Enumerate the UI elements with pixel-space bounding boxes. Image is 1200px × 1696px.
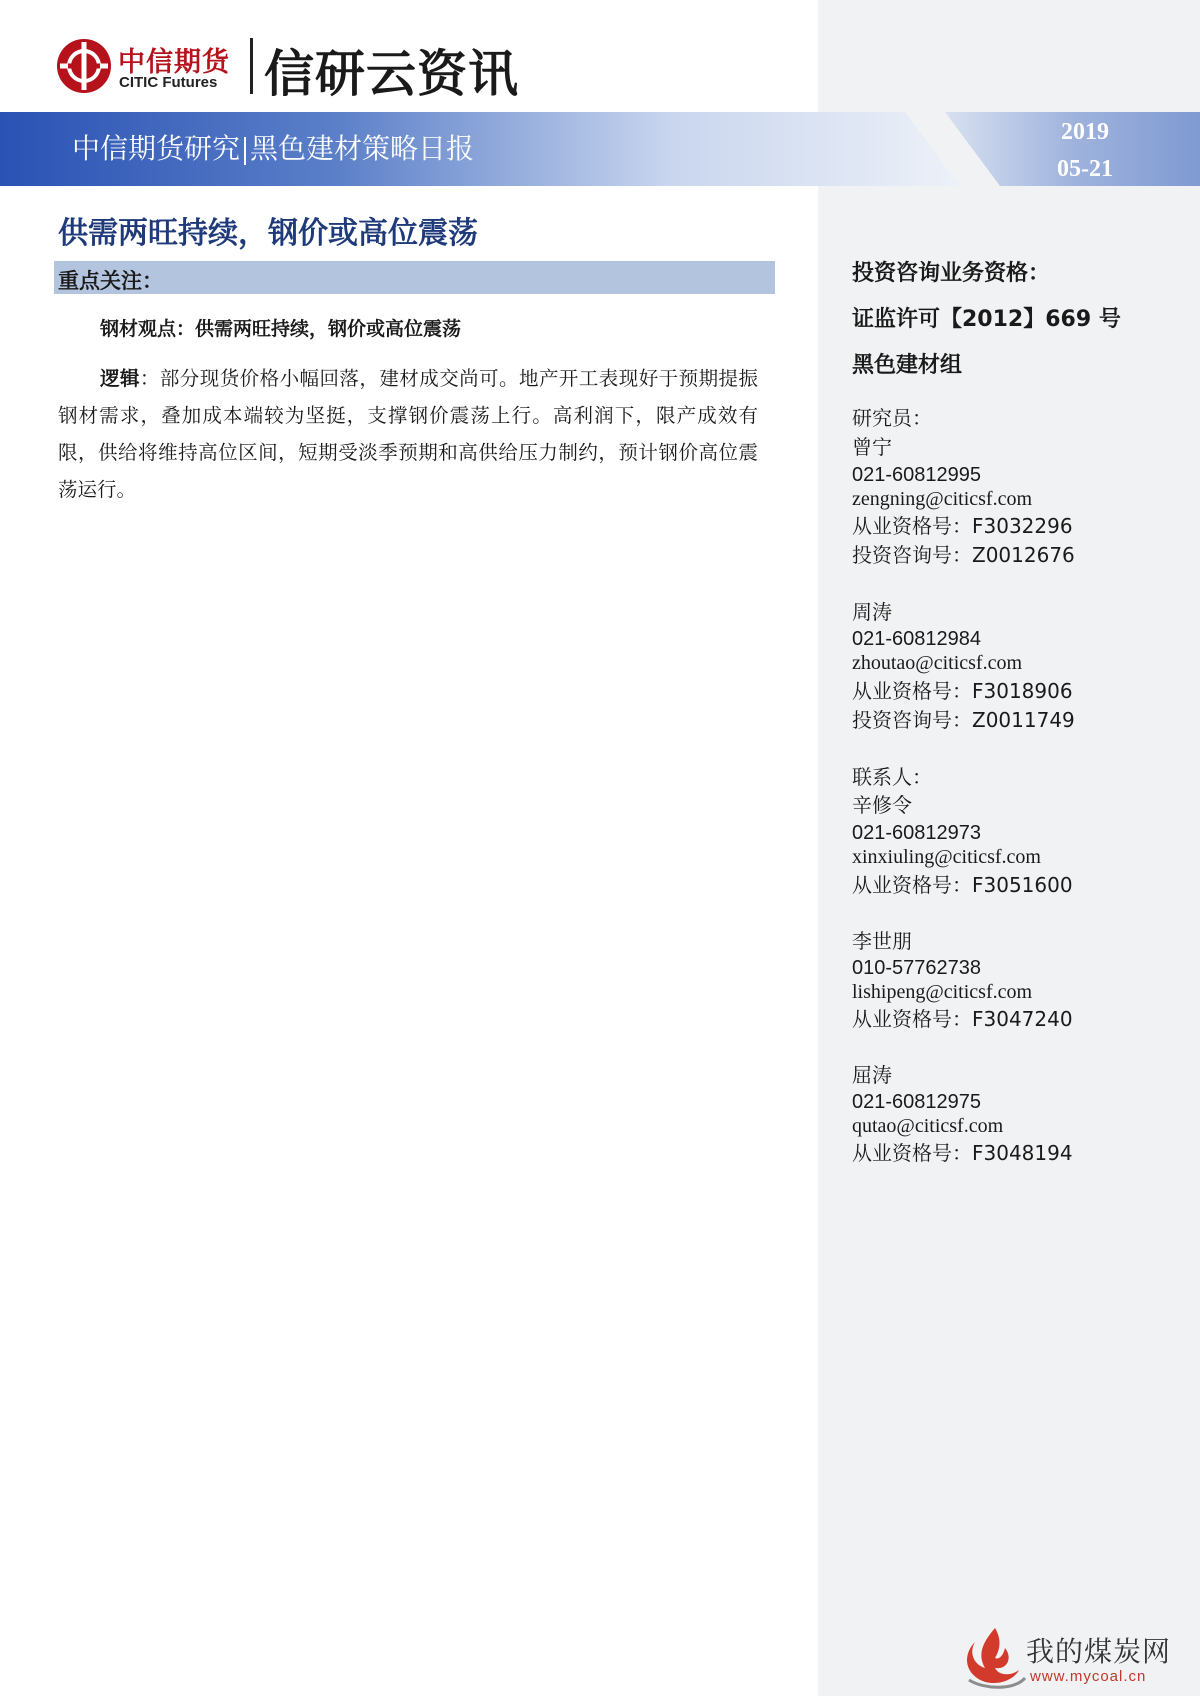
contact-email: lishipeng@citicsf.com [852, 981, 1033, 1003]
license-number: 证监许可【2012】669 号 [852, 307, 1121, 332]
researcher-email: zhoutao@citicsf.com [852, 652, 1023, 674]
researcher-email: zengning@citicsf.com [852, 488, 1033, 510]
contact-cert: 从业资格号：F3047240 [852, 1007, 1073, 1031]
steel-view: 钢材观点：供需两旺持续，钢价或高位震荡 [100, 318, 462, 340]
contact-name: 辛修令 [852, 793, 912, 817]
contact-label: 联系人： [852, 765, 932, 789]
logic-label: 逻辑 [100, 367, 140, 390]
banner-title [72, 127, 474, 167]
logo-company-en: CITIC Futures [119, 74, 218, 91]
brand-title: 信研云资讯 [264, 44, 519, 103]
report-year: 2019 [1061, 119, 1109, 145]
focus-label: 重点关注： [58, 269, 163, 293]
researcher-consult: 投资咨询号：Z0012676 [852, 543, 1075, 567]
contact-name: 屈涛 [852, 1063, 892, 1087]
researcher-consult: 投资咨询号：Z0011749 [852, 708, 1075, 732]
banner-title-right: 黑色建材策略日报 [250, 132, 475, 165]
banner-divider [244, 137, 246, 165]
researcher-phone: 021-60812995 [852, 464, 982, 486]
logo-company-cn: 中信期货 [118, 47, 230, 78]
watermark-text: 我的煤炭网 [1026, 1635, 1172, 1668]
contact-name: 李世朋 [852, 929, 912, 953]
team-name: 黑色建材组 [852, 353, 963, 378]
researcher-cert: 从业资格号：F3018906 [852, 679, 1073, 703]
contact-cert: 从业资格号：F3051600 [852, 873, 1073, 897]
contact-phone: 021-60812973 [852, 822, 982, 844]
contact-phone: 021-60812975 [852, 1091, 982, 1113]
researcher-cert: 从业资格号：F3032296 [852, 514, 1073, 538]
researcher-name: 周涛 [852, 600, 892, 624]
citic-logo-icon [56, 38, 112, 94]
header-logo [56, 36, 536, 103]
logic-paragraph [58, 360, 758, 508]
logo-divider [250, 38, 253, 94]
watermark-url: www.mycoal.cn [1030, 1668, 1147, 1685]
contact-email: xinxiuling@citicsf.com [852, 846, 1041, 868]
contact-email: qutao@citicsf.com [852, 1115, 1004, 1137]
qualification-title: 投资咨询业务资格： [852, 261, 1051, 286]
contact-phone: 010-57762738 [852, 957, 982, 979]
banner-title-left: 中信期货研究 [72, 132, 241, 165]
logic-text: ：部分现货价格小幅回落，建材成交尚可。地产开工表现好于预期提振钢材需求，叠加成本端较为坚挺，支撑钢价震荡上行。高利润下，限产成效有限，供给将维持高位区间，短期受淡季预期和高供给压力制约，预计钢价高位震荡运行。 [58, 367, 758, 501]
researcher-label: 研究员： [852, 406, 932, 430]
report-date [1030, 114, 1140, 188]
contact-cert: 从业资格号：F3048194 [852, 1141, 1073, 1165]
researcher-name: 曾宁 [852, 435, 892, 459]
page-title: 供需两旺持续，钢价或高位震荡 [58, 216, 478, 251]
report-month-day: 05-21 [1057, 156, 1113, 182]
researcher-phone: 021-60812984 [852, 628, 982, 650]
